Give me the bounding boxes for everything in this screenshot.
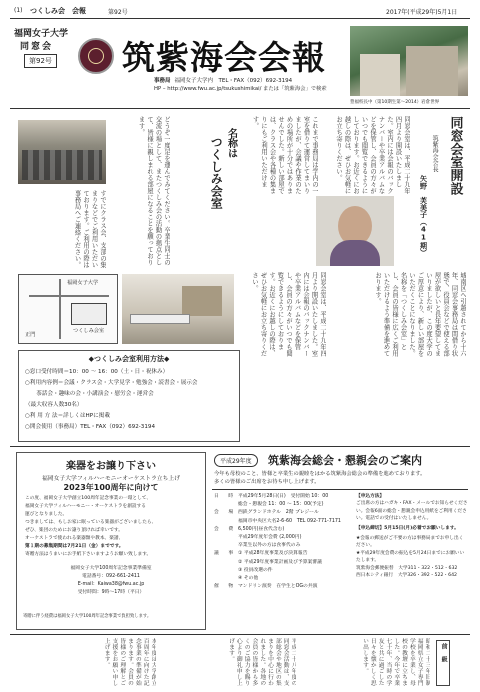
office-label: 事務局 — [154, 78, 171, 84]
map-label-gate: 正門 — [25, 332, 36, 338]
photo-caption: 豊福校長中（第10期生第～2014）岩倉世界 — [350, 100, 440, 105]
apply-deadline: 【申込締切】5月15日(月)必着でお願いします。 — [356, 525, 459, 531]
meeting-photo — [18, 120, 106, 184]
usage-line: ○窓口受付時間＝10：00 ～ 16：00（土・日・祝休み） — [25, 369, 169, 375]
masthead-title: 筑紫海会会報 — [122, 38, 326, 77]
detail-key: 会 場 — [214, 510, 234, 516]
bottom-column-c: 本年度は大学創立百周年に向けた記念事業の準備が始まります。会員の皆様のご理解とご支援をお願い申し上げます。 — [103, 638, 156, 686]
detail-value: 平成29年度年会費 (2,000円) — [238, 535, 302, 541]
detail-key — [214, 559, 238, 567]
detail-key — [214, 567, 238, 575]
instrument-body — [25, 495, 156, 559]
room-photo — [122, 274, 234, 344]
detail-value: 西鉄グランドホテル 2階 プレジール — [238, 510, 319, 516]
office-address: 福岡女子大学内 TEL・FAX（092）692-3194 — [174, 78, 293, 84]
usage-line: 茶話会・趣味の会・小講演会・慰労会・運営会 — [25, 391, 154, 397]
bank-line: 西日本シティ銀行 大学326・392・522・642 — [356, 573, 458, 579]
author-role: 筑紫海会会長 — [431, 135, 439, 173]
usage-title: ◆つくしみ会室利用方法◆ — [88, 355, 170, 363]
detail-key — [214, 534, 238, 542]
instrument-sub-2: 2023年100周年に向けて — [63, 483, 159, 492]
map-label-room: つくしみ会室 — [73, 328, 105, 334]
map-label-campus: 福岡女子大学 — [67, 280, 99, 286]
detail-value: ④ その他 — [238, 576, 259, 582]
detail-value: 卒業生以外の方は食事代のみ — [238, 543, 301, 549]
instrument-line: この度、福岡女子大学創立100周年記念事業の一環として、 — [25, 496, 152, 501]
instrument-title: 楽器をお譲り下さい — [66, 461, 156, 472]
bank-line: 筑紫海会郵便振替 大学311・322・512・632 — [356, 565, 458, 571]
homepage-line[interactable]: HP – http://www.fwu.ac.jp/tsukushimikai/ または「筑紫海会」で検索 — [154, 86, 327, 92]
contact-email[interactable]: E-mail：Kaiwa38@fwu.ac.jp — [77, 582, 145, 587]
issue-badge: 第92号 — [24, 54, 57, 68]
bottom-column-b: 平成二十八年度の同窓会活動は、支部総会や地区の集まりを中心に行われました。各地の会員の皆様から多くのご協力を賜り心より御礼申し上げます。 — [227, 638, 296, 686]
campus-map — [18, 274, 118, 344]
contact-line: 受付時間：9時～17時（平日） — [77, 590, 145, 595]
page-number: (1) — [14, 7, 23, 14]
detail-value: 福岡市中央区大名2-6-60 TEL 092-771-7171 — [238, 518, 341, 524]
intro-line: 多くの皆様のご出席をお待ち申し上げます。 — [214, 479, 320, 485]
meeting-title: 筑紫海会総会・懇親会のご案内 — [268, 454, 422, 467]
paper-name: つくしみ会 会報 — [30, 7, 86, 15]
detail-key — [214, 542, 238, 550]
detail-value: 平成29年5月28日(日) 受付開始 10：00 — [238, 494, 329, 499]
detail-value: マンドリン演奏 在学生とOGの共演 — [238, 584, 318, 590]
usage-line: ○利 用 方 法＝詳しくはHPに掲載 — [25, 413, 110, 419]
instrument-line: ぜひ、楽団のためにお譲り頂ければ幸いです。 — [25, 528, 123, 533]
apply-text: ご出席の方はハガキ・FAX・メールでお知らせください。会報6面の総会・懇親会申込用紙をご利用ください。電話での受付はいたしません。 — [356, 501, 468, 522]
instrument-sub-1: 福岡女子大学フィルハーモニーオーケストラ立ち上げ — [42, 476, 180, 482]
detail-key: 催 物 — [214, 584, 234, 590]
author-name: 矢野 芙美子（41期） — [419, 175, 428, 257]
bottom-notice-label: 前 級 — [436, 640, 450, 686]
article-body-mid: 同窓会室は、平成二十九年四月より開設いたしました。室内には会報のバックナンバーや卒業アルバムなどを保管し、会員の方々がいつでも閲覧できるようにしております。お近くにお越しの際は、ぜひお気軽にお立ち寄りください。 — [335, 116, 410, 194]
meeting-apply — [356, 493, 468, 579]
detail-key — [214, 575, 238, 583]
mid-rule — [10, 446, 470, 447]
detail-value: 6,500円(昼食代含む) — [238, 526, 285, 532]
detail-key — [214, 518, 238, 526]
article-body-right: 城南区へ引越されてから十六年、同窓会事務局は間借り状態で、役員会などで使える部屋が欲しいと長年要望してまいりましたが、この度大学のご厚意により、新しい部屋をいただくことになりました。名称を「つくしみ会室」とし、会員の皆様に広くご利用いただけるよう準備を進めております。 — [374, 272, 466, 357]
meeting-intro — [214, 470, 425, 486]
intro-line: 今年も母校のこと、皆様と卒業生の親睦をはかる筑紫海会総会の準備を進めております。 — [214, 471, 426, 477]
side-title-2: つくしみ会室 — [209, 136, 224, 210]
article-body-low: これまで事務局は学内の一室を借りて運営してまいりましたが、会議や作業のための場所が十分ではありませんでした。新しい部屋では、クラス会や各種の集まりにもご利用いただけます。 — [251, 116, 318, 194]
meeting-note: ★会報の郵送がご不要の方は事務局までお申し出ください。 — [356, 536, 464, 549]
author-portrait — [316, 196, 394, 266]
usage-box — [18, 350, 240, 442]
issue-date: 2017年(平成29年)5月1日 — [386, 9, 458, 16]
instrument-line: 福岡女子大学フィルハーモニー・オーケストラを創設する — [25, 504, 146, 509]
detail-key: 会 費 — [214, 526, 234, 532]
meeting-details — [214, 493, 352, 591]
meeting-note: ★平成29年度会費の振込を5月24日までにお願いいたします。 — [356, 550, 465, 564]
article-headline: 同窓会室開設 — [447, 116, 463, 196]
school-name: 福岡女子大学 — [14, 29, 69, 39]
article-body-far: すでにクラス会、支部の集まりなどでご利用いただいております。ご利用の際は事務局へご連絡ください。 — [73, 190, 106, 268]
apply-title: 【申込方法】 — [356, 494, 385, 499]
lower-rule — [10, 634, 470, 635]
instrument-line: オーケストラで使われる楽器類や教本、楽譜、 — [25, 536, 124, 541]
instrument-box — [16, 452, 206, 630]
detail-value: ③ 役員改選の件 — [238, 567, 273, 573]
contact-line: 電話番号：092-661-2411 — [82, 574, 140, 579]
assoc-name: 同窓会 — [20, 42, 54, 52]
detail-key: 議 事 — [214, 551, 234, 557]
detail-key — [214, 501, 238, 509]
instrument-line: 運びとなりました。 — [25, 512, 68, 517]
detail-value: ① 平成28年度事業及び決算報告 — [238, 551, 308, 557]
issue-small: 第92号 — [108, 9, 128, 16]
bottom-column-a: 昭和二十三年旧制福岡県立女子専門学校を卒業し、母校の教壇に立ちました。今年で卒業七十年、当時の学友と共に過ごした日々を懐かしく思い出します。 — [361, 638, 430, 686]
detail-value: 総会・懇親会 11：00 ～ 15：00(予定) — [238, 502, 324, 508]
campus-photo — [350, 26, 468, 96]
meeting-notice — [212, 452, 468, 630]
header-rule — [10, 18, 470, 19]
masthead-rule — [10, 108, 470, 109]
meeting-badge: 平成29年度 — [214, 454, 258, 467]
article-body-left: どうぞ一度足を運んでみてください。卒業生同士の交流の場として、またつくしみ会の活動の拠点として、皆様に親しまれる部屋になることを願っております。 — [137, 116, 170, 266]
instrument-line: 第１期の募集期間は7月21日（金）までです。 — [25, 544, 124, 549]
instrument-line: つきましては、もしお家に眠っている楽器がございましたら、 — [25, 520, 157, 525]
meeting-rule — [212, 489, 468, 490]
usage-line: ○開会使用（事務局）TEL・FAX（092）692-3194 — [25, 424, 156, 430]
contact-line: 福岡女子大学100周年記念事業準備室 — [70, 566, 152, 571]
instrument-line: 寄贈方法はうまいにお手紙下さいますようお願い致します。 — [25, 552, 152, 557]
school-emblem-icon — [78, 38, 114, 74]
instrument-note: 寄贈に伴う経費は福岡女子大学100周年記念事業で負担致します。 — [23, 614, 152, 619]
detail-value: ② 平成29年度事業計画及び予算案審議 — [238, 559, 322, 565]
office-info — [154, 76, 292, 84]
side-title-1: 名称は — [225, 128, 237, 159]
usage-list — [25, 367, 198, 433]
usage-line: （最大収容人数30名） — [25, 402, 83, 408]
article-body-right-cont: 同窓会室は、平成二十九年四月より開設いたしました。室内には会報のバックナンバーや卒業アルバムなどを保管し、会員の方々がいつでも閲覧できるようにしております。お近くにお越しの際は、ぜひお気軽にお立ち寄りください。 — [251, 272, 326, 357]
usage-line: ○利用内容例＝会議・クラス会・大学見学・勉強会・読書会・展示会 — [25, 380, 198, 386]
detail-key: 日 時 — [214, 494, 234, 499]
instrument-contact — [17, 565, 205, 597]
